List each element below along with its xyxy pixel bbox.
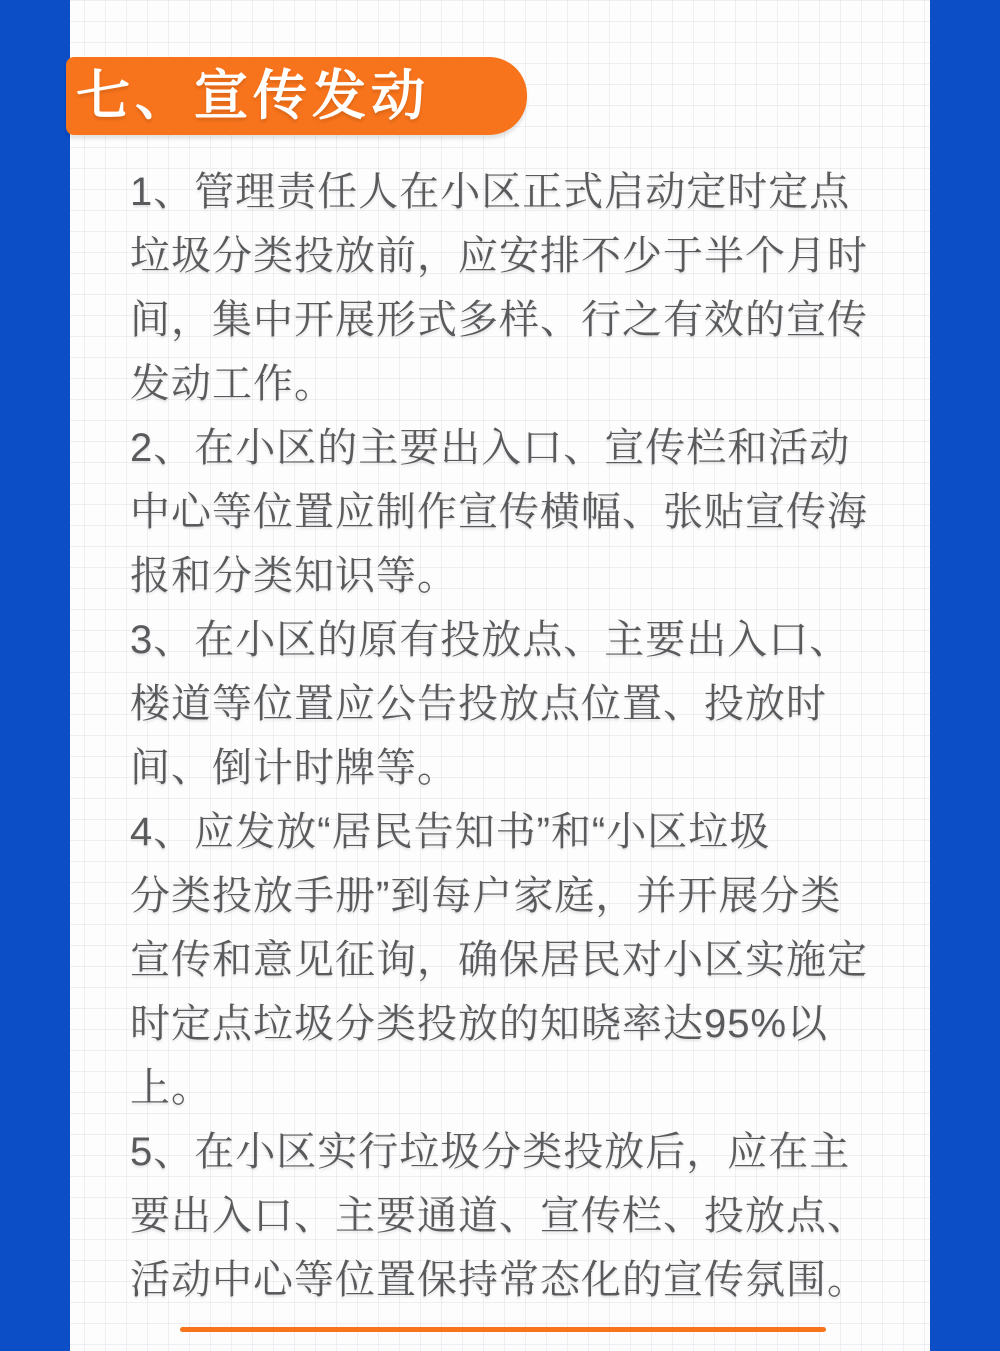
paragraph-line: 宣传和意见征询，确保居民对小区实施定 bbox=[130, 938, 868, 982]
paragraph-1 bbox=[130, 160, 890, 416]
section-title-badge bbox=[66, 57, 527, 135]
paragraph-line: 1、管理责任人在小区正式启动定时定点 bbox=[130, 170, 851, 214]
paragraph-line: 分类投放手册”到每户家庭，并开展分类 bbox=[130, 874, 842, 918]
body-text bbox=[130, 160, 890, 1312]
paragraph-3 bbox=[130, 608, 890, 800]
bottom-divider bbox=[180, 1327, 826, 1332]
paragraph-line: 3、在小区的原有投放点、主要出入口、 bbox=[130, 618, 851, 662]
paragraph-line: 上。 bbox=[130, 1066, 212, 1110]
paragraph-line: 报和分类知识等。 bbox=[130, 554, 458, 598]
paragraph-line: 活动中心等位置保持常态化的宣传氛围。 bbox=[130, 1258, 868, 1302]
left-border-bar bbox=[0, 0, 70, 1351]
paragraph-line: 间，集中开展形式多样、行之有效的宣传 bbox=[130, 298, 868, 342]
paragraph-line: 楼道等位置应公告投放点位置、投放时 bbox=[130, 682, 827, 726]
paragraph-4 bbox=[130, 800, 890, 1120]
paragraph-line: 4、应发放“居民告知书”和“小区垃圾 bbox=[130, 810, 771, 854]
paragraph-line: 发动工作。 bbox=[130, 362, 335, 406]
paragraph-5 bbox=[130, 1120, 890, 1312]
paragraph-line: 中心等位置应制作宣传横幅、张贴宣传海 bbox=[130, 490, 868, 534]
paragraph-line: 2、在小区的主要出入口、宣传栏和活动 bbox=[130, 426, 851, 470]
right-border-bar bbox=[930, 0, 1000, 1351]
paragraph-line: 5、在小区实行垃圾分类投放后，应在主 bbox=[130, 1130, 851, 1174]
paragraph-line: 垃圾分类投放前，应安排不少于半个月时 bbox=[130, 234, 868, 278]
paragraph-line: 时定点垃圾分类投放的知晓率达95%以 bbox=[130, 1002, 829, 1046]
paragraph-2 bbox=[130, 416, 890, 608]
paragraph-line: 间、倒计时牌等。 bbox=[130, 746, 458, 790]
paragraph-line: 要出入口、主要通道、宣传栏、投放点、 bbox=[130, 1194, 868, 1238]
section-title: 七、宣传发动 bbox=[76, 66, 430, 126]
